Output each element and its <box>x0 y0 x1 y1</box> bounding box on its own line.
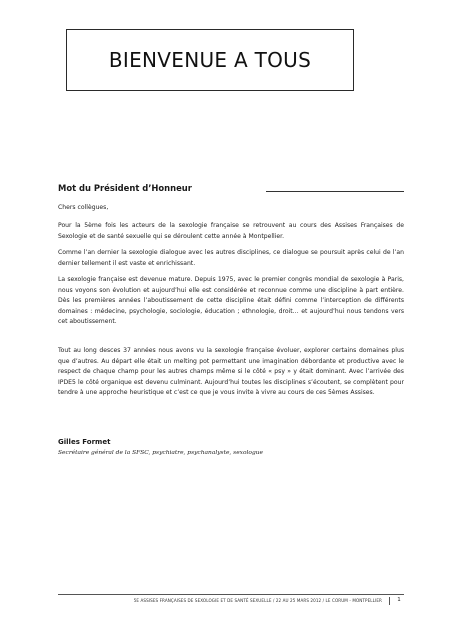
paragraph-text: Tout au long desces 37 années nous avons vu la sexologie française évoluer, explorer certains domaines plus que d’autres. Au départ elle était un melting pot permettant une imagination débordante et productive avec le respect de chaque champ pour les autres champs même si le côté « psy » y était dominant. Avec l’arrivée des IPDE5 le côté organique est devenu culminant. Aujourd’hui toutes les disciplines s’écoutent, se complètent pour tendre à une approche heuristique et c’est ce que je vous invite à vivre au cours de ces 5èmes Assises. <box>58 347 404 397</box>
signer-name: Gilles Formet <box>58 438 111 446</box>
page-footer <box>58 594 404 607</box>
paragraph-4 <box>58 346 404 399</box>
title-box <box>66 29 354 91</box>
footer-event-line: 5E ASSISES FRANÇAISES DE SEXOLOGIE ET DE SANTÉ SEXUELLE / 22 AU 25 MARS 2012 / LE CORUM - MONTPELLIER <box>133 598 382 603</box>
paragraph-2 <box>58 248 404 269</box>
section-heading: Mot du Président d’Honneur <box>58 183 192 193</box>
page-number: 1 <box>397 597 401 603</box>
section-header <box>58 183 404 197</box>
section-rule <box>266 191 404 192</box>
page-title: BIENVENUE A TOUS <box>108 48 312 72</box>
paragraph-text: La sexologie française est devenue mature. Depuis 1975, avec le premier congrès mondial de sexologie à Paris, nous voyons son évolution et aujourd’hui elle est considérée et reconnue comme une discipline à part entière. Dès les premières années l’aboutissement de cette discipline était défini comme l’interception de différents domaines : médecine, psychologie, sociologie, éducation ; ethnologie, droit… et aujourd’hui nous tendons vers cet aboutissement. <box>58 276 404 326</box>
paragraph-text: Comme l’an dernier la sexologie dialogue avec les autres disciplines, ce dialogue se poursuit après celui de l’an dernier tellement il est vaste et enrichissant. <box>58 249 404 267</box>
paragraph-1 <box>58 221 404 242</box>
footer-separator <box>389 597 390 605</box>
signer-role: Secrétaire général de la SFSC, psychiatre, psychanalyste, sexologue <box>58 450 264 456</box>
paragraph-3 <box>58 275 404 328</box>
salutation-text: Chers collègues, <box>58 204 109 211</box>
salutation <box>58 203 404 214</box>
paragraph-text: Pour la 5ème fois les acteurs de la sexologie française se retrouvent au cours des Assises Françaises de Sexologie et de santé sexuelle qui se déroulent cette année à Montpellier. <box>58 222 404 240</box>
